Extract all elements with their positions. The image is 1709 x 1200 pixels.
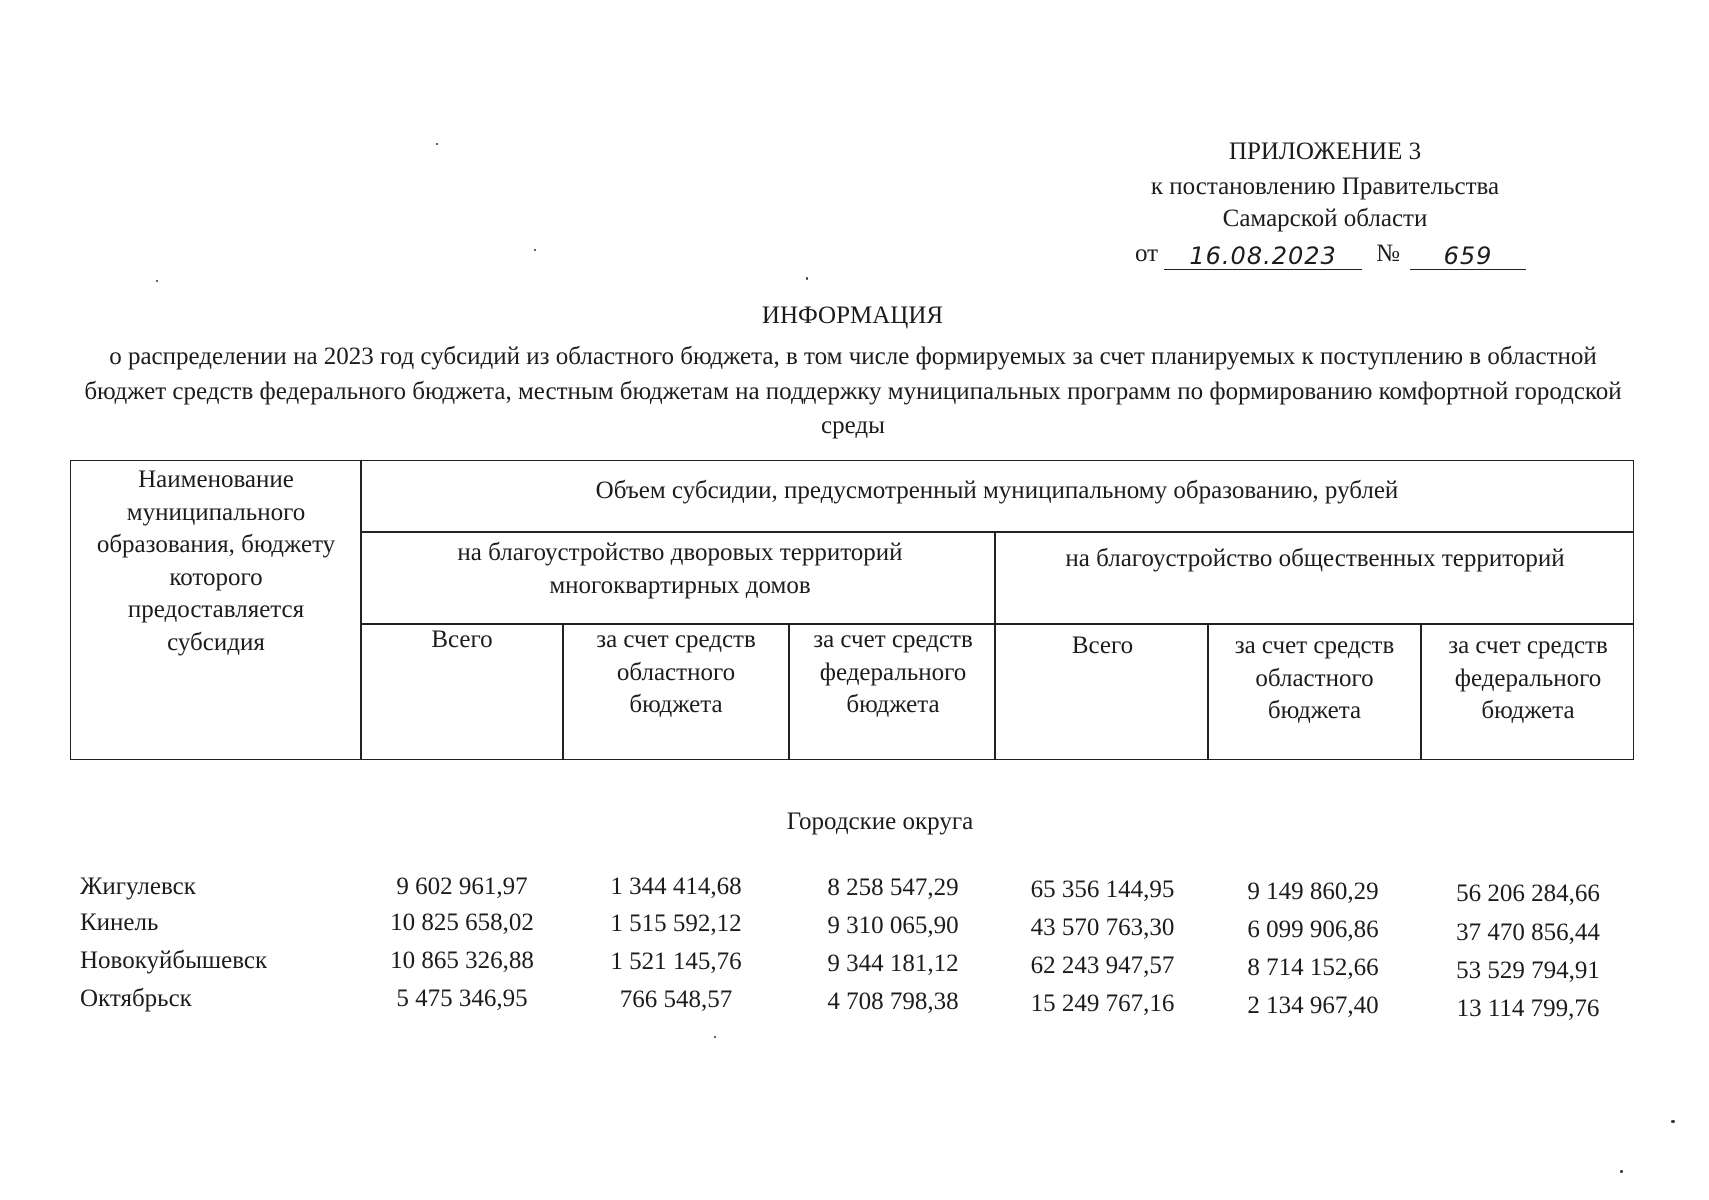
table-cell: 10 865 326,88	[390, 947, 534, 974]
appendix-title: ПРИЛОЖЕНИЕ 3	[1228, 138, 1422, 165]
number-value: 659	[1410, 243, 1526, 270]
scan-speck	[156, 280, 158, 282]
table-cell: 15 249 767,16	[1030, 990, 1175, 1017]
column-header-yards-federal: за счет средств федерального бюджета	[813, 626, 973, 718]
column-header-yards-regional: за счет средств областного бюджета	[596, 626, 756, 718]
table-cell: 5 475 346,95	[396, 985, 528, 1012]
table-cell: 37 470 856,44	[1456, 919, 1600, 946]
table-row-name: Октябрьск	[80, 985, 192, 1012]
header-group-yards: на благоустройство дворовых территорий многоквартирных домов	[457, 539, 903, 599]
table-cell: 13 114 799,76	[1456, 995, 1600, 1022]
document-title: ИНФОРМАЦИЯ	[761, 302, 944, 329]
table-cell: 9 310 065,90	[827, 912, 959, 939]
section-title: Городские округа	[786, 808, 974, 835]
table-cell: 766 548,57	[619, 986, 733, 1013]
appendix-date-number-line	[1135, 234, 1526, 270]
table-cell: 10 825 658,02	[390, 909, 534, 936]
header-total-cell: Объем субсидии, предусмотренный муниципальному образованию, рублей	[595, 477, 1399, 504]
scan-speck	[534, 249, 536, 251]
appendix-region-line: Самарской области	[1222, 205, 1428, 232]
table-cell: 62 243 947,57	[1030, 952, 1175, 979]
divider	[360, 531, 1634, 533]
table-cell: 56 206 284,66	[1456, 880, 1600, 907]
table-cell: 6 099 906,86	[1247, 916, 1379, 943]
table-cell: 53 529 794,91	[1456, 957, 1600, 984]
header-group-public: на благоустройство общественных территорий	[1065, 545, 1565, 572]
table-cell: 4 708 798,38	[827, 988, 959, 1015]
table-cell: 9 149 860,29	[1247, 878, 1379, 905]
divider	[1420, 623, 1422, 760]
table-cell: 9 602 961,97	[396, 873, 528, 900]
table-row-name: Новокуйбышевск	[80, 947, 268, 974]
document-subtitle: о распределении на 2023 год субсидий из областного бюджета, в том числе формируемых за счет планируемых к поступлению в областной бюджет средств федерального бюджета, местным бюджетам на поддержку муниципальных программ по формированию комфортной городской среды	[84, 343, 1622, 439]
appendix-resolution-line: к постановлению Правительства	[1150, 173, 1500, 200]
divider	[1207, 623, 1209, 760]
from-label: от	[1135, 239, 1159, 267]
column-header-yards-total: Всего	[431, 626, 493, 653]
table-cell: 1 515 592,12	[610, 910, 742, 937]
number-label: №	[1376, 239, 1400, 267]
scan-speck	[1620, 1170, 1623, 1173]
scan-speck	[436, 143, 438, 145]
column-header-public-regional: за счет средств областного бюджета	[1234, 632, 1395, 724]
table-cell: 1 344 414,68	[610, 873, 742, 900]
table-cell: 8 714 152,66	[1247, 954, 1379, 981]
table-row-name: Кинель	[80, 909, 159, 936]
scan-speck	[806, 277, 808, 280]
divider	[562, 623, 564, 760]
table-cell: 43 570 763,30	[1030, 914, 1175, 941]
column-header-public-total: Всего	[1071, 632, 1134, 659]
table-cell: 9 344 181,12	[827, 950, 959, 977]
table-cell: 1 521 145,76	[610, 948, 742, 975]
header-name-cell: Наименование муниципального образования, бюджету которого предоставляется субсидия	[96, 466, 336, 656]
date-value: 16.08.2023	[1164, 243, 1362, 270]
table-cell: 2 134 967,40	[1247, 992, 1379, 1019]
table-row-name: Жигулевск	[80, 873, 196, 900]
table-cell: 65 356 144,95	[1030, 876, 1175, 903]
scan-speck	[1671, 1120, 1675, 1123]
scan-speck	[714, 1036, 716, 1038]
column-header-public-federal: за счет средств федерального бюджета	[1448, 632, 1608, 724]
table-cell: 8 258 547,29	[827, 874, 959, 901]
divider	[994, 531, 996, 760]
divider	[788, 623, 790, 760]
